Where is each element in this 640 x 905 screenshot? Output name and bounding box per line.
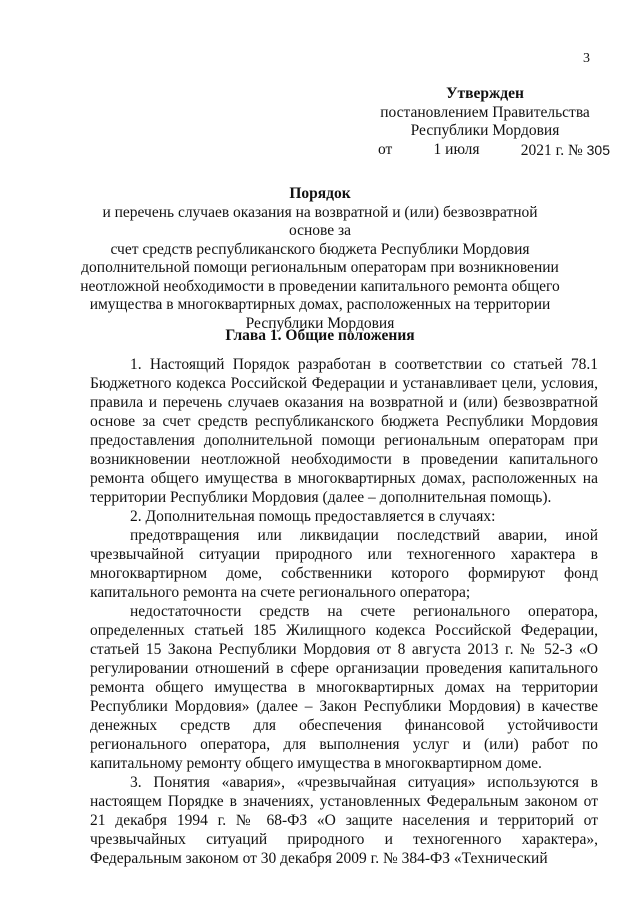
paragraph-3: 3. Понятия «авария», «чрезвычайная ситуация» используются в настоящем Порядке в значениях, установленных Федеральным законом от 21 декабря 1994 г. № 68-ФЗ «О защите населения и территорий от чрезвычайных ситуаций природного и техногенного характера», Федеральным законом от 30 декабря 2009 г. № 384-ФЗ «Технический: [90, 774, 598, 867]
document-title: [80, 185, 560, 333]
document-body: [90, 355, 598, 868]
paragraph-2: 2. Дополнительная помощь предоставляется в случаях:: [130, 508, 496, 525]
document-heading: Порядок: [289, 185, 351, 202]
approval-date-prefix: от: [378, 140, 393, 158]
approval-line-decree: постановлением Правительства: [380, 103, 590, 121]
title-line: дополнительной помощи региональным операторам при возникновении: [81, 259, 559, 276]
approval-date-year: 2021 г. №: [520, 141, 583, 159]
approval-block: [360, 85, 610, 160]
approval-date-year-wrap: [521, 141, 610, 161]
chapter-title: Глава 1. Общие положения: [225, 327, 415, 344]
approval-number: 305: [586, 141, 610, 158]
page-number: 3: [583, 51, 590, 66]
paragraph-1: 1. Настоящий Порядок разработан в соответствии со статьей 78.1 Бюджетного кодекса Российской Федерации и устанавливает цели, условия, правила и перечень случаев оказания на возвратной и (или) безвозвратной основе за счет средств республиканского бюджета Республики Мордовия предоставления дополнительной помощи региональным операторам при возникновении неотложной необходимости в проведении капитального ремонта общего имущества в многоквартирных домах, расположенных на территории Республики Мордовия (далее – дополнительная помощь).: [90, 356, 598, 506]
paragraph-2-case-2: недостаточности средств на счете регионального оператора, определенных статьей 185 Жилищного кодекса Российской Федерации, статьей 15 Закона Республики Мордовия от 8 августа 2013 г. № 52-З «О регулировании отношений в сфере организации проведения капитального ремонта общего имущества в многоквартирных домах на территории Республики Мордовия» (далее – Закон Республики Мордовия) в качестве денежных средств для обеспечения финансовой устойчивости регионального оператора, для выполнения услуг и (или) работ по капитальному ремонту общего имущества в многоквартирном доме.: [90, 603, 598, 772]
title-line: Республики Мордовия: [245, 314, 395, 332]
title-line: имущества в многоквартирных домах, расположенных на территории: [89, 296, 551, 313]
approval-date-day: 1 июля: [433, 140, 480, 158]
approval-heading: Утвержден: [446, 85, 524, 102]
approval-date-row: [360, 141, 610, 161]
title-line: неотложной необходимости в проведении капитального ремонта общего: [80, 277, 560, 295]
approval-line-republic: Республики Мордовия: [410, 122, 560, 139]
title-line: счет средств республиканского бюджета Республики Мордовия: [110, 240, 530, 258]
title-line: и перечень случаев оказания на возвратной и (или) безвозвратной основе за: [102, 203, 538, 239]
paragraph-2-case-1: предотвращения или ликвидации последствий аварии, иной чрезвычайной ситуации природного или техногенного характера в многоквартирном доме, собственники которого формируют фонд капитального ремонта на счете регионального оператора;: [90, 527, 598, 601]
